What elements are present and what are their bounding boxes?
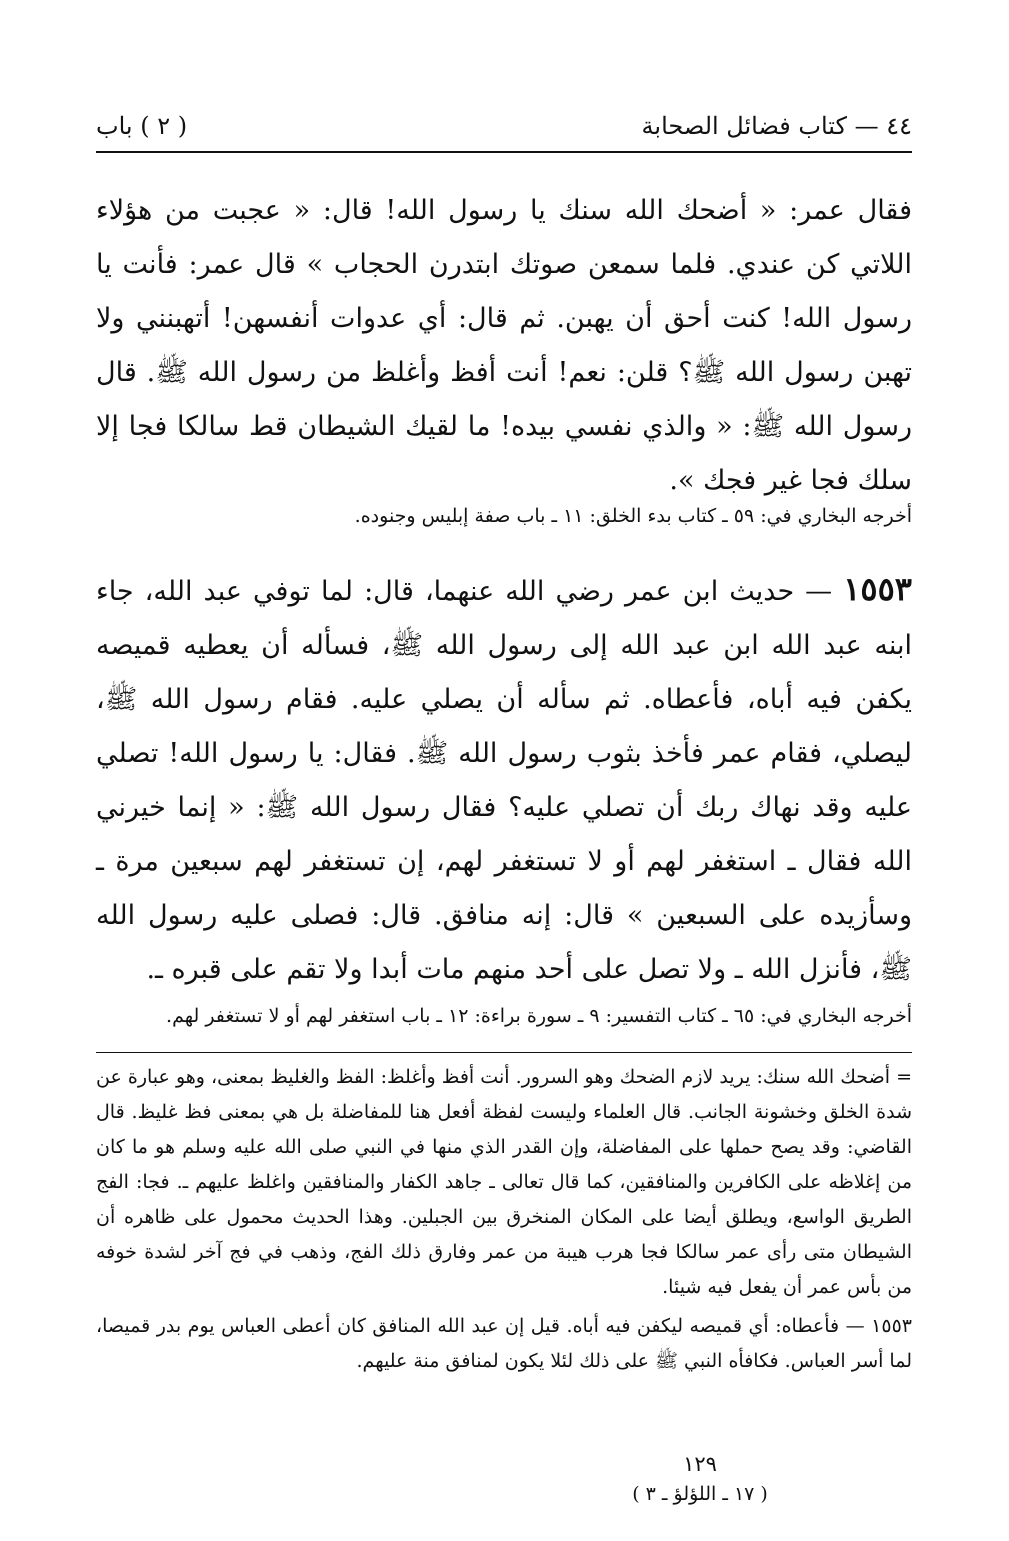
running-title: ٤٤ — كتاب فضائل الصحابة xyxy=(641,112,912,140)
footnote-1552: = أضحك الله سنك: يريد لازم الضحك وهو السرور. أنت أفظ وأغلظ: الفظ والغليظ بمعنى، وهو عبارة عن شدة الخلق وخشونة الجانب. قال العلماء وليست لفظة أفعل هنا للمفاضلة بل هي بمعنى فظ غليظ. قال القاضي: وقد يصح حملها على المفاضلة، وإن القدر الذي منها في النبي صلى الله عليه وسلم هو ما كان من إغلاظه على الكافرين والمنافقين، كما قال تعالى ـ جاهد الكفار والمنافقين واغلظ عليهم ـ. فجا: الفج الطريق الواسع، ويطلق أيضا على المكان المنخرق بين الجبلين. وهذا الحديث محمول على ظاهره أن الشيطان متى رأى عمر سالكا فجا هرب هيبة من عمر وفارق ذلك الفج، وذهب في فج آخر لشدة خوفه من بأس عمر أن يفعل فيه شيئا. xyxy=(96,1066,912,1298)
hadith-1553-source: أخرجه البخاري في: ٦٥ ـ كتاب التفسير: ٩ ـ سورة براءة: ١٢ ـ باب استغفر لهم أو لا تستغفر لهم. xyxy=(166,1005,912,1027)
hadith-1553-text: — حديث ابن عمر رضي الله عنهما، قال: لما توفي عبد الله، جاء ابنه عبد الله ابن عبد الله إلى رسول الله ﷺ، فسأله أن يعطيه قميصه يكفن فيه أباه، فأعطاه. ثم سأله أن يصلي عليه. فقام رسول الله ﷺ، ليصلي، فقام عمر فأخذ بثوب رسول الله ﷺ. فقال: يا رسول الله! تصلي عليه وقد نهاك ربك أن تصلي عليه؟ فقال رسول الله ﷺ: « إنما خيرني الله فقال ـ استغفر لهم أو لا تستغفر لهم، إن تستغفر لهم سبعين مرة ـ وسأزيده على السبعين » قال: إنه منافق. قال: فصلى عليه رسول الله ﷺ، فأنزل الله ـ ولا تصل على أحد منهم مات أبدا ولا تقم على قبره ـ. xyxy=(96,576,912,985)
page-number: ١٢٩ xyxy=(683,1452,717,1476)
hadith-1552-source: أخرجه البخاري في: ٥٩ ـ كتاب بدء الخلق: ١١ ـ باب صفة إبليس وجنوده. xyxy=(354,505,912,527)
footnotes-divider xyxy=(96,1052,912,1053)
footnotes xyxy=(96,1060,912,1379)
page-header xyxy=(96,108,912,144)
printer-signature: ( ١٧ ـ اللؤلؤ ـ ٣ ) xyxy=(632,1483,768,1505)
hadith-number: ١٥٥٣ xyxy=(843,570,912,608)
footnote-1553: ١٥٥٣ — فأعطاه: أي قميصه ليكفن فيه أباه. قيل إن عبد الله المنافق كان أعطى العباس يوم بدر قميصا، لما أسر العباس. فكافأه النبي ﷺ على ذلك لئلا يكون لمنافق منة عليهم. xyxy=(96,1315,912,1372)
hadith-1552-continuation xyxy=(96,184,912,508)
hadith-1553 xyxy=(96,562,912,997)
chapter-label: ( ٢ ) باب xyxy=(96,112,188,140)
header-divider xyxy=(96,151,912,153)
hadith-1552-text: فقال عمر: « أضحك الله سنك يا رسول الله! قال: « عجبت من هؤلاء اللاتي كن عندي. فلما سمعن صوتك ابتدرن الحجاب » قال عمر: فأنت يا رسول الله! كنت أحق أن يهبن. ثم قال: أي عدوات أنفسهن! أتهبنني ولا تهبن رسول الله ﷺ؟ قلن: نعم! أنت أفظ وأغلظ من رسول الله ﷺ. قال رسول الله ﷺ: « والذي نفسي بيده! ما لقيك الشيطان قط سالكا فجا إلا سلك فجا غير فجك ». xyxy=(96,195,912,496)
